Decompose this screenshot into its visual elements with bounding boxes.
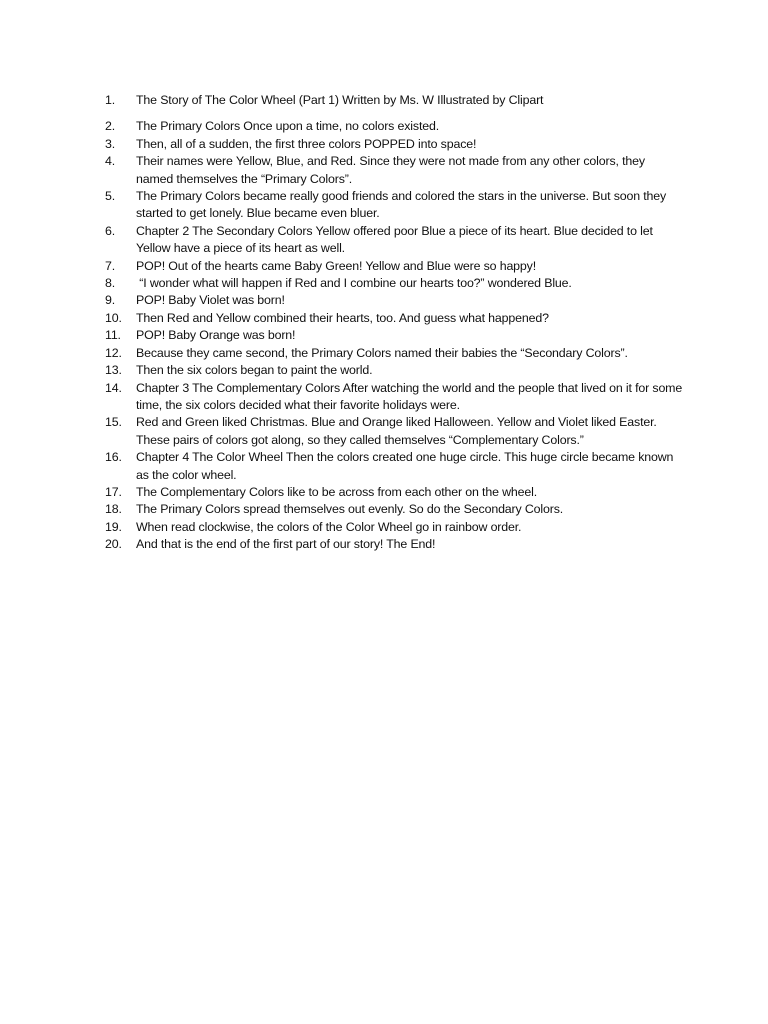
list-item-number: 10.: [105, 310, 122, 325]
list-item-text: The Primary Colors spread themselves out evenly. So do the Secondary Colors.: [136, 502, 564, 517]
list-item-number: 12.: [105, 345, 122, 360]
list-item-text: Because they came second, the Primary Colors named their babies the “Secondary Colors”.: [136, 345, 628, 360]
list-item: [105, 153, 685, 188]
list-item: [105, 484, 685, 501]
list-item-number: 4.: [105, 154, 116, 169]
list-item: [105, 362, 685, 379]
list-item-number: 15.: [105, 415, 122, 430]
list-item: [105, 449, 685, 484]
list-item-text: Then Red and Yellow combined their hearts, too. And guess what happened?: [136, 310, 549, 325]
list-item: [105, 536, 685, 553]
list-item-number: 9.: [105, 293, 116, 308]
list-item-number: 17.: [105, 484, 122, 499]
list-item-text: Their names were Yellow, Blue, and Red. Since they were not made from any other colors, they named themselves the “Primary Colors”.: [136, 154, 645, 186]
list-item: [105, 345, 685, 362]
list-item: [105, 327, 685, 344]
list-item-text: POP! Baby Violet was born!: [136, 293, 285, 308]
numbered-list: [105, 92, 685, 554]
list-item-number: 7.: [105, 258, 116, 273]
list-item: [105, 188, 685, 223]
list-item: [105, 292, 685, 309]
list-item-text: “I wonder what will happen if Red and I combine our hearts too?” wondered Blue.: [136, 276, 572, 291]
list-item: [105, 92, 685, 109]
list-item: [105, 118, 685, 135]
list-item-number: 16.: [105, 450, 122, 465]
list-item-number: 11.: [105, 328, 121, 343]
list-item-number: 19.: [105, 519, 122, 534]
list-item: [105, 258, 685, 275]
list-item: [105, 136, 685, 153]
list-item-number: 3.: [105, 136, 116, 151]
list-item-number: 20.: [105, 537, 122, 552]
list-item-text: When read clockwise, the colors of the Color Wheel go in rainbow order.: [136, 519, 522, 534]
list-item: [105, 414, 685, 449]
list-item-text: Then the six colors began to paint the world.: [136, 363, 373, 378]
list-item: [105, 519, 685, 536]
list-item: [105, 223, 685, 258]
list-item-number: 18.: [105, 502, 122, 517]
list-item-number: 5.: [105, 189, 116, 204]
list-item-text: Red and Green liked Christmas. Blue and Orange liked Halloween. Yellow and Violet liked Easter. These pairs of colors got along, so they called themselves “Complementary Colors.”: [136, 415, 657, 447]
list-item-number: 2.: [105, 119, 116, 134]
list-item-number: 1.: [105, 93, 116, 107]
list-item-text: The Primary Colors became really good friends and colored the stars in the universe. But soon they started to get lonely. Blue became even bluer.: [136, 189, 667, 221]
list-item-text: Then, all of a sudden, the first three colors POPPED into space!: [136, 136, 477, 151]
list-item-text: The Story of The Color Wheel (Part 1) Written by Ms. W Illustrated by Clipart: [136, 93, 544, 107]
list-item-number: 13.: [105, 363, 122, 378]
list-item-text: Chapter 2 The Secondary Colors Yellow offered poor Blue a piece of its heart. Blue decided to let Yellow have a piece of its heart as well.: [136, 223, 653, 256]
list-item-number: 8.: [105, 276, 116, 291]
list-item: [105, 310, 685, 327]
list-item-text: Chapter 4 The Color Wheel Then the colors created one huge circle. This huge circle became known as the color wheel.: [136, 450, 674, 482]
list-item: [105, 380, 685, 415]
list-item-text: And that is the end of the first part of our story! The End!: [136, 537, 436, 552]
list-item-text: The Complementary Colors like to be across from each other on the wheel.: [136, 484, 538, 499]
list-item-text: POP! Baby Orange was born!: [136, 328, 296, 343]
list-item-text: Chapter 3 The Complementary Colors After watching the world and the people that lived on it for some time, the six colors decided what their favorite holidays were.: [136, 380, 683, 412]
list-item-text: POP! Out of the hearts came Baby Green! Yellow and Blue were so happy!: [136, 258, 537, 273]
list-item-number: 14.: [105, 380, 122, 395]
list-item: [105, 275, 685, 292]
list-item: [105, 501, 685, 518]
list-item-number: 6.: [105, 223, 116, 238]
list-item-text: The Primary Colors Once upon a time, no colors existed.: [136, 119, 440, 134]
